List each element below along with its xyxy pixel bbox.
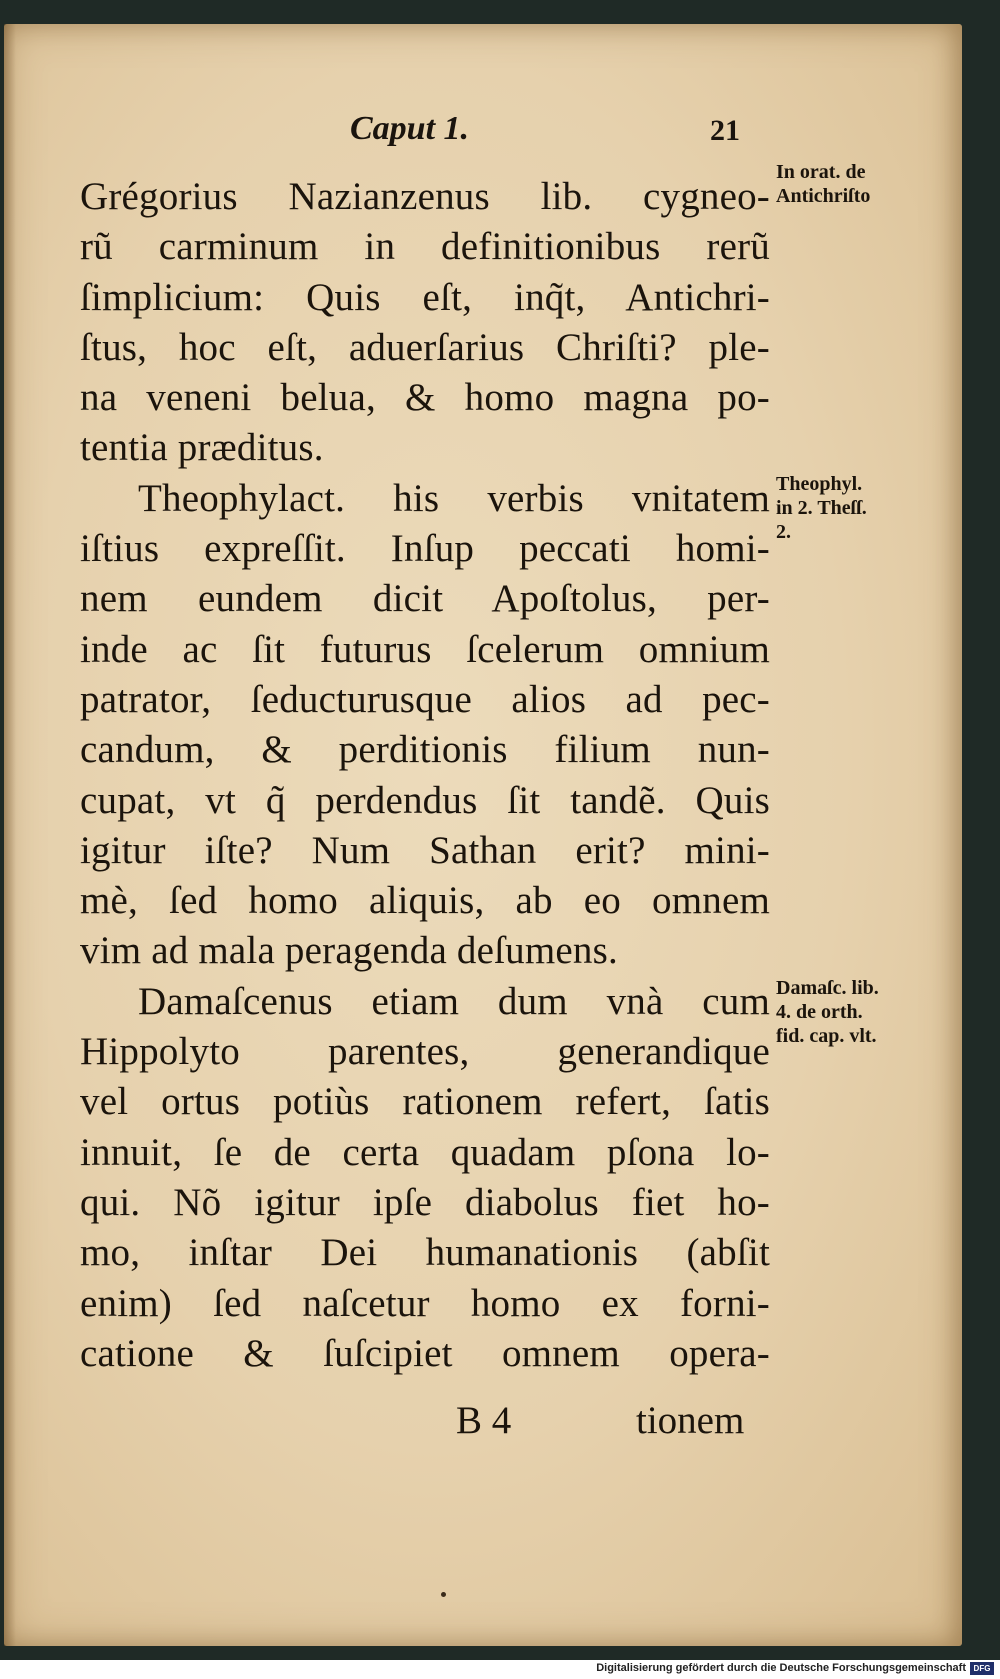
text-line: mo, inſtar Dei humanationis (abſit <box>80 1231 770 1275</box>
text-line: rũ carminum in definitionibus rerũ <box>80 225 770 269</box>
text-line: Theophylact. his verbis vnitatem <box>138 476 770 520</box>
text-line: Damaſcenus etiam dum vnà cum <box>138 979 770 1023</box>
text-line: mè, ſed homo aliquis, ab eo omnem <box>80 879 770 923</box>
margin-note-line: Damaſc. lib. <box>776 977 879 999</box>
text-line: na veneni belua, & homo magna po- <box>80 376 770 420</box>
margin-note-line: 2. <box>776 521 791 543</box>
funding-credit: Digitalisierung gefördert durch die Deutsche Forschungsgemeinschaft <box>596 1662 966 1674</box>
running-head-title: Caput 1. <box>350 110 470 147</box>
text-line: inde ac ſit futurus ſcelerum omnium <box>80 627 770 671</box>
text-line: qui. Nõ igitur ipſe diabolus fiet ho- <box>80 1180 770 1224</box>
margin-note-line: Antichriſto <box>776 185 871 207</box>
margin-note-damascenus <box>776 976 926 1048</box>
text-line: vim ad mala peragenda deſumens. <box>80 929 618 973</box>
margin-note-theophylact <box>776 472 926 544</box>
margin-note-line: 4. de orth. <box>776 1001 863 1023</box>
text-line: vel ortus potiùs rationem refert, ſatis <box>80 1080 770 1124</box>
text-line: enim) ſed naſcetur homo ex forni- <box>80 1281 770 1325</box>
margin-note-line: fid. cap. vlt. <box>776 1025 877 1047</box>
running-head <box>4 104 962 154</box>
text-line: ſtus, hoc eſt, aduerſarius Chriſti? ple- <box>80 325 770 369</box>
text-line: catione & ſuſcipiet omnem opera- <box>80 1331 770 1375</box>
text-line: tentia præditus. <box>80 426 324 470</box>
text-line: Grégorius Nazianzenus lib. cygneo- <box>80 175 770 218</box>
book-page <box>4 24 962 1646</box>
text-line: cupat, vt q̃ perdendus ſit tandẽ. Quis <box>80 778 770 822</box>
margin-note-line: Theophyl. <box>776 473 863 495</box>
text-line: igitur iſte? Num Sathan erit? mini- <box>80 828 770 872</box>
digitization-footer <box>0 1660 1000 1679</box>
text-line: candum, & perditionis filium nun- <box>80 728 770 772</box>
text-line: Hippolyto parentes, generandique <box>80 1030 770 1074</box>
page-foot <box>4 1398 962 1448</box>
catchword: tionem <box>636 1399 745 1442</box>
text-line: iſtius expreſſit. Inſup peccati homi- <box>80 527 770 571</box>
signature-mark: B 4 <box>456 1399 512 1442</box>
dfg-logo: DFG <box>970 1662 994 1675</box>
page-number: 21 <box>710 114 740 147</box>
margin-note-line: In orat. de <box>776 161 866 183</box>
text-line: ſimplicium: Quis eſt, inq̃t, Antichri- <box>80 275 770 319</box>
paper-speck <box>441 1592 446 1597</box>
margin-note-line: in 2. Theſſ. <box>776 497 867 519</box>
text-line: patrator, ſeducturusque alios ad pec- <box>80 677 770 721</box>
text-line: nem eundem dicit Apoſtolus, per- <box>80 577 770 621</box>
margin-note-nazianzenus <box>776 160 926 208</box>
body-text <box>80 172 770 1379</box>
text-line: innuit, ſe de certa quadam pſona lo- <box>80 1130 770 1174</box>
